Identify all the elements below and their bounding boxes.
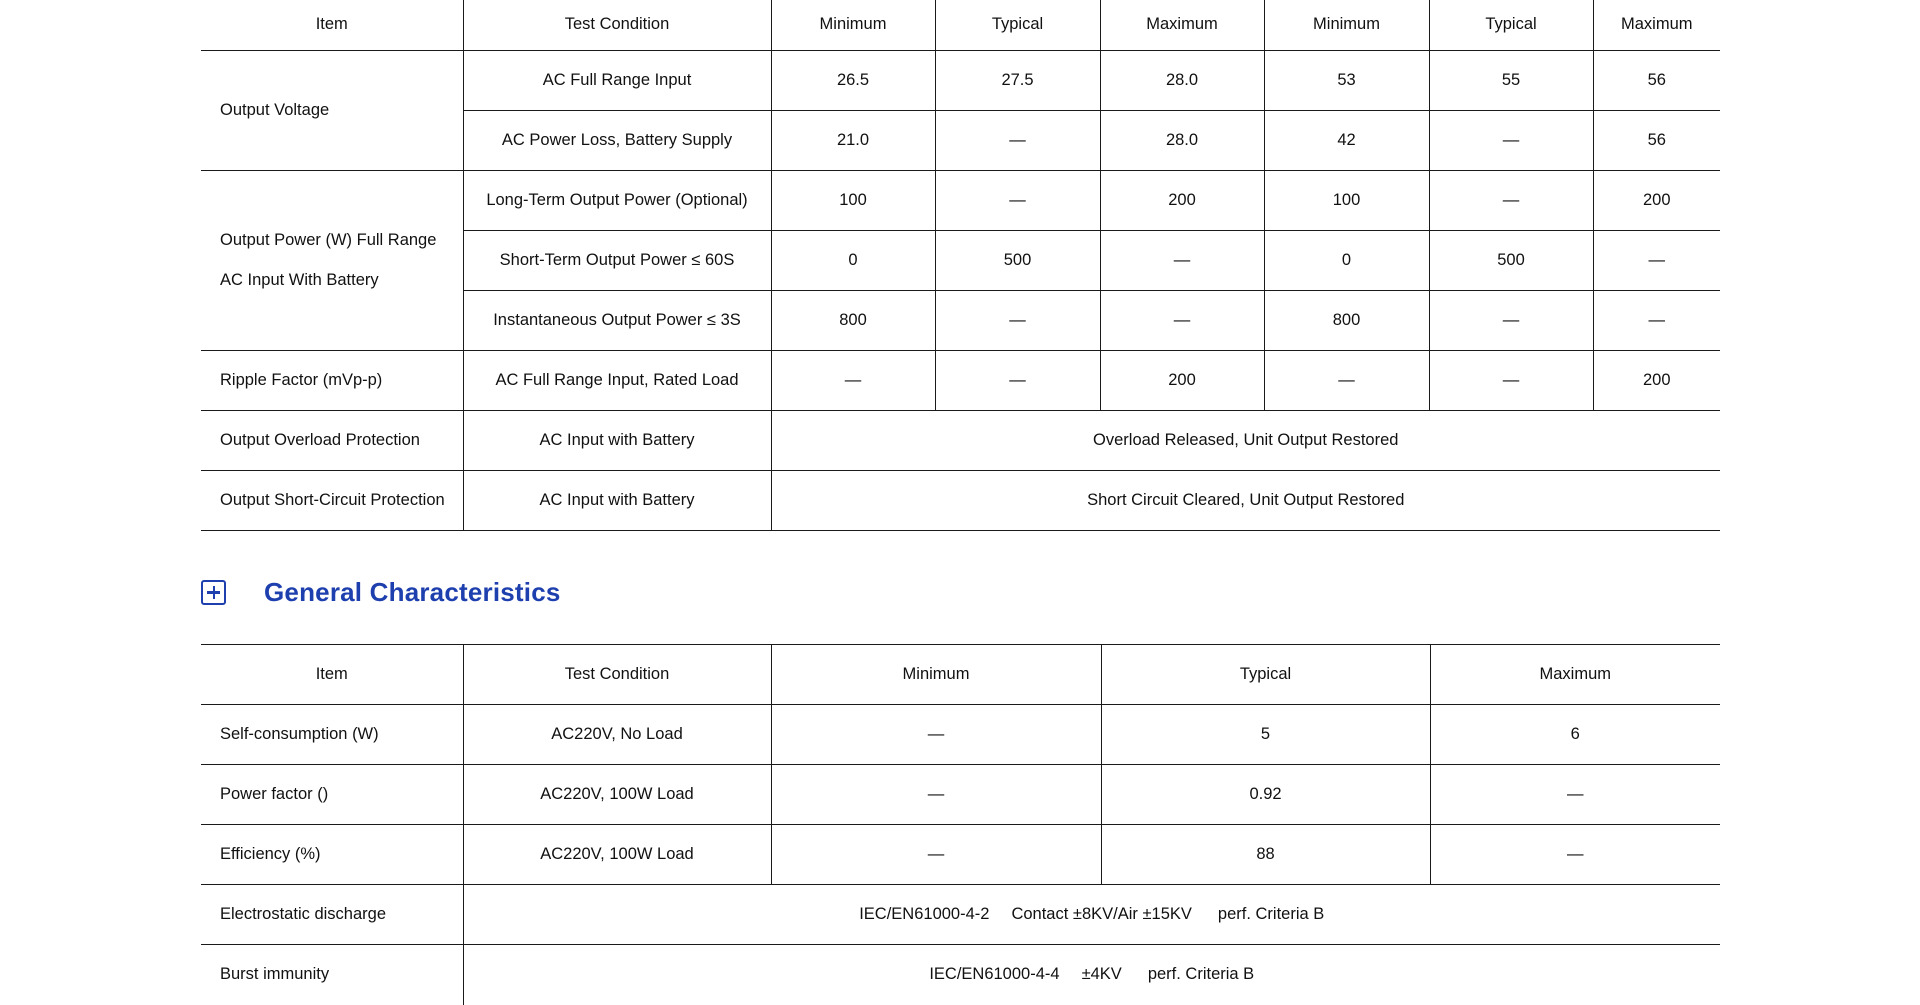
item-output-power-line1: Output Power (W) Full Range: [220, 231, 437, 249]
item-short-circuit-protection: Output Short-Circuit Protection: [201, 470, 463, 530]
condition-cell: AC Full Range Input, Rated Load: [463, 350, 771, 410]
value-cell: 55: [1429, 50, 1593, 110]
item-output-voltage: Output Voltage: [201, 50, 463, 170]
value-cell: 5: [1101, 705, 1430, 765]
value-cell: —: [935, 350, 1100, 410]
value-cell: 56: [1593, 50, 1720, 110]
header-item: Item: [201, 645, 463, 705]
item-cell: Power factor (): [201, 765, 463, 825]
esd-level: Contact ±8KV/Air ±15KV: [1011, 905, 1192, 923]
table-row: [201, 170, 1720, 230]
header-maximum: Maximum: [1430, 645, 1720, 705]
condition-cell: AC220V, 100W Load: [463, 765, 771, 825]
header-typical-24v: Typical: [935, 0, 1100, 50]
table-row: [201, 705, 1720, 765]
value-cell: 26.5: [771, 50, 935, 110]
header-item: Item: [201, 0, 463, 50]
table-row: [201, 470, 1720, 530]
value-cell: 0: [1264, 230, 1429, 290]
value-cell: 200: [1593, 170, 1720, 230]
section-title: General Characteristics: [264, 576, 561, 607]
table-row: [201, 765, 1720, 825]
item-ripple-factor: Ripple Factor (mVp-p): [201, 350, 463, 410]
value-cell: 0.92: [1101, 765, 1430, 825]
value-cell: 800: [1264, 290, 1429, 350]
value-cell: 42: [1264, 110, 1429, 170]
table-row: [201, 50, 1720, 110]
value-cell: —: [1429, 110, 1593, 170]
value-cell: 100: [1264, 170, 1429, 230]
condition-cell: AC220V, No Load: [463, 705, 771, 765]
burst-level: ±4KV: [1081, 965, 1122, 984]
value-cell: 21.0: [771, 110, 935, 170]
value-cell: 200: [1100, 350, 1264, 410]
header-minimum: Minimum: [771, 645, 1101, 705]
value-cell: —: [935, 110, 1100, 170]
item-cell: Self-consumption (W): [201, 705, 463, 765]
value-cell: —: [771, 825, 1101, 885]
value-cell: 56: [1593, 110, 1720, 170]
condition-cell: Short-Term Output Power ≤ 60S: [463, 230, 771, 290]
value-cell: 200: [1593, 350, 1720, 410]
value-cell: —: [771, 705, 1101, 765]
esd-spec-cell: [463, 885, 1720, 945]
value-cell: —: [1429, 170, 1593, 230]
value-cell: 28.0: [1100, 50, 1264, 110]
value-cell: 6: [1430, 705, 1720, 765]
table-row: [201, 825, 1720, 885]
value-cell: 28.0: [1100, 110, 1264, 170]
header-minimum-48v: Minimum: [1264, 0, 1429, 50]
table-row: [201, 945, 1720, 1005]
value-cell: —: [1593, 290, 1720, 350]
value-cell: —: [1593, 230, 1720, 290]
value-cell: 0: [771, 230, 935, 290]
header-maximum-48v: Maximum: [1593, 0, 1720, 50]
value-cell: 88: [1101, 825, 1430, 885]
general-characteristics-table: [201, 644, 1720, 1005]
header-minimum-24v: Minimum: [771, 0, 935, 50]
header-maximum-24v: Maximum: [1100, 0, 1264, 50]
value-cell: 500: [1429, 230, 1593, 290]
result-cell: Overload Released, Unit Output Restored: [771, 410, 1720, 470]
header-typical: Typical: [1101, 645, 1430, 705]
value-cell: —: [935, 290, 1100, 350]
table-header-row: [201, 645, 1720, 705]
item-output-power: [201, 170, 463, 350]
result-cell: Short Circuit Cleared, Unit Output Restored: [771, 470, 1720, 530]
condition-cell: AC Full Range Input: [463, 50, 771, 110]
value-cell: —: [1430, 765, 1720, 825]
value-cell: —: [1100, 290, 1264, 350]
item-esd: Electrostatic discharge: [201, 885, 463, 945]
item-burst: Burst immunity: [201, 945, 463, 1005]
condition-cell: AC Input with Battery: [463, 470, 771, 530]
condition-cell: AC220V, 100W Load: [463, 825, 771, 885]
burst-criteria: perf. Criteria B: [1147, 965, 1255, 984]
value-cell: —: [1430, 825, 1720, 885]
esd-standard: IEC/EN61000-4-2: [859, 905, 990, 923]
item-output-power-line2: AC Input With Battery: [220, 271, 379, 289]
plus-square-icon[interactable]: [201, 580, 226, 605]
value-cell: —: [1429, 350, 1593, 410]
value-cell: —: [935, 170, 1100, 230]
value-cell: 53: [1264, 50, 1429, 110]
burst-standard: IEC/EN61000-4-4: [929, 965, 1060, 984]
value-cell: —: [1100, 230, 1264, 290]
value-cell: 500: [935, 230, 1100, 290]
table-row: [201, 350, 1720, 410]
value-cell: 27.5: [935, 50, 1100, 110]
value-cell: 200: [1100, 170, 1264, 230]
item-cell: Efficiency (%): [201, 825, 463, 885]
esd-criteria: perf. Criteria B: [1217, 905, 1325, 923]
header-typical-48v: Typical: [1429, 0, 1593, 50]
condition-cell: Long-Term Output Power (Optional): [463, 170, 771, 230]
output-characteristics-table: [201, 0, 1720, 531]
value-cell: 100: [771, 170, 935, 230]
burst-spec-cell: [463, 945, 1720, 1005]
item-overload-protection: Output Overload Protection: [201, 410, 463, 470]
value-cell: 800: [771, 290, 935, 350]
table-row: [201, 410, 1720, 470]
header-test-condition: Test Condition: [463, 645, 771, 705]
section-header-general[interactable]: [201, 574, 561, 610]
condition-cell: AC Input with Battery: [463, 410, 771, 470]
value-cell: —: [1264, 350, 1429, 410]
condition-cell: Instantaneous Output Power ≤ 3S: [463, 290, 771, 350]
value-cell: —: [1429, 290, 1593, 350]
condition-cell: AC Power Loss, Battery Supply: [463, 110, 771, 170]
value-cell: —: [771, 350, 935, 410]
header-test-condition: Test Condition: [463, 0, 771, 50]
table-header-row: [201, 0, 1720, 50]
table-row: [201, 885, 1720, 945]
value-cell: —: [771, 765, 1101, 825]
